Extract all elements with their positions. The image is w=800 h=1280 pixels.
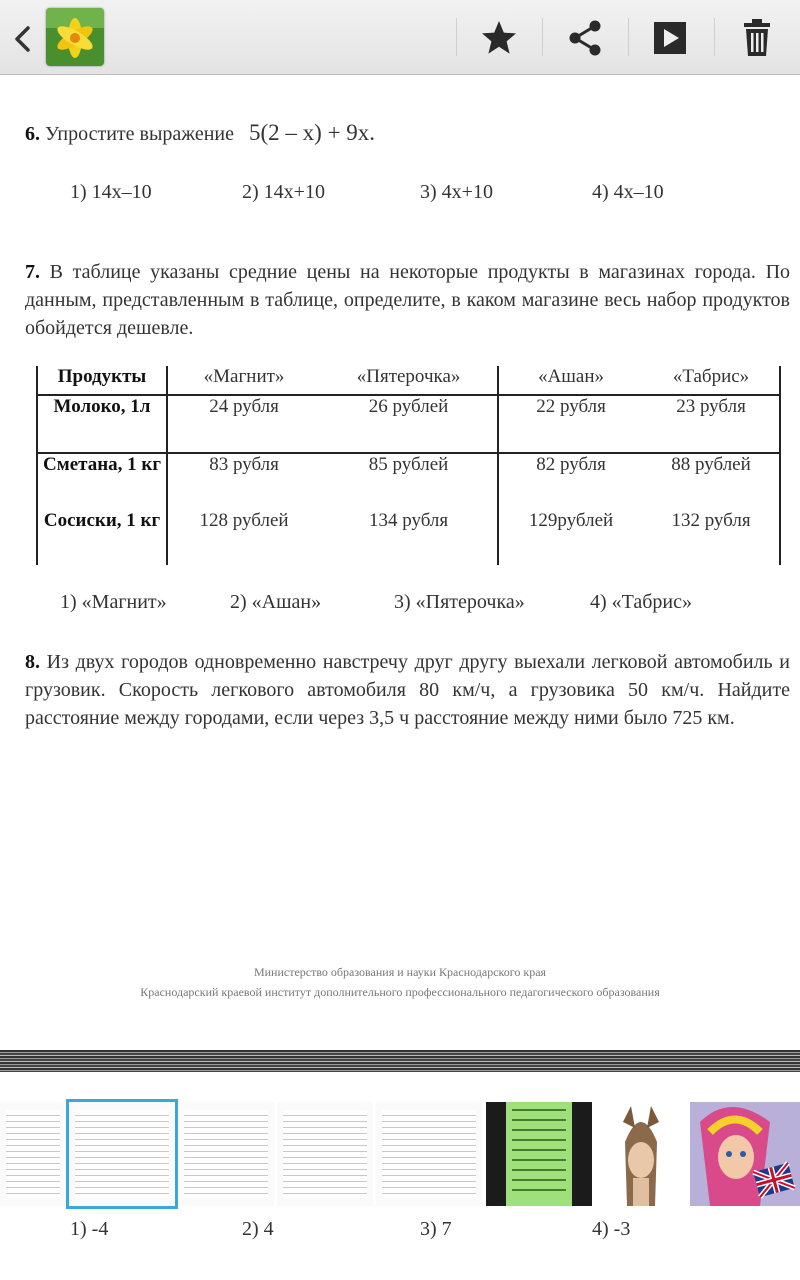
toolbar-separator <box>714 18 715 56</box>
toolbar-separator <box>628 18 629 56</box>
table-header: «Магнит» <box>167 366 320 395</box>
table-header: Продукты <box>37 366 167 395</box>
question-6 <box>25 119 790 148</box>
answer-option: 2) 4 <box>242 1218 274 1240</box>
thumbnail-strip[interactable] <box>0 1098 800 1210</box>
math-expression: 5(2 – x) + 9x. <box>249 120 376 145</box>
table-cell: Молоко, 1л <box>37 395 167 453</box>
table-cell: 129рублей <box>528 510 614 531</box>
green-formula-card-thumbnail[interactable] <box>486 1102 592 1206</box>
answer-option: 4) 4x–10 <box>592 181 664 203</box>
flower-thumbnail[interactable] <box>46 8 104 66</box>
answer-option: 3) 7 <box>420 1218 452 1240</box>
top-toolbar <box>0 0 800 75</box>
back-icon[interactable] <box>6 22 40 56</box>
thumbnail-page[interactable] <box>0 1102 66 1206</box>
answer-option: 4) «Табрис» <box>590 591 693 613</box>
page-divider <box>0 1050 800 1072</box>
table-cell: 132 рубля <box>643 510 780 565</box>
table-row <box>37 395 780 453</box>
table-cell: 23 рубля <box>643 395 780 453</box>
table-cell: 88 рублей <box>643 453 780 510</box>
thumbnail-page[interactable] <box>178 1102 274 1206</box>
answer-option: 4) -3 <box>592 1218 631 1240</box>
table-header-row <box>37 366 780 395</box>
question-8 <box>25 648 790 732</box>
table-cell: Сосиски, 1 кг <box>37 510 167 565</box>
question-7 <box>25 258 790 342</box>
cartoon-girl-thumbnail[interactable] <box>690 1102 800 1206</box>
question-number: 7. <box>25 261 40 283</box>
answer-option: 3) 4x+10 <box>420 181 493 203</box>
girl-photo-thumbnail[interactable] <box>595 1102 687 1206</box>
table-cell: 85 рублей <box>320 453 498 510</box>
table-cell: 22 рубля <box>498 395 643 453</box>
share-icon[interactable] <box>563 16 607 60</box>
answer-option: 3) «Пятерочка» <box>394 591 525 613</box>
question-number: 6. <box>25 123 40 145</box>
table-cell: 24 рубля <box>167 395 320 453</box>
table-header: «Пятерочка» <box>320 366 498 395</box>
table-row <box>37 510 780 565</box>
question-text: В таблице указаны средние цены на некоторые продукты в магазинах города. По данным, представленным в таблице, определите, в каком магазине весь набор продуктов обойдется дешевле. <box>25 261 791 339</box>
answer-option: 1) «Магнит» <box>60 591 167 613</box>
table-cell: 82 рубля <box>536 454 606 475</box>
table-cell: 26 рублей <box>320 395 498 453</box>
play-icon[interactable] <box>649 16 693 60</box>
star-icon[interactable] <box>477 16 521 60</box>
toolbar-separator <box>456 18 457 56</box>
thumbnail-page[interactable] <box>376 1102 482 1206</box>
answer-option: 1) 14x–10 <box>70 181 152 203</box>
table-cell: 128 рублей <box>199 510 289 531</box>
trash-icon[interactable] <box>735 16 779 60</box>
footer-line: Краснодарский краевой институт дополнительного профессионального педагогического образования <box>140 985 660 999</box>
table-row <box>37 453 780 510</box>
question-text: Упростите выражение <box>45 123 235 145</box>
price-table <box>36 366 781 565</box>
thumbnail-page-selected[interactable] <box>69 1102 175 1206</box>
footer-line: Министерство образования и науки Краснодарского края <box>253 965 547 979</box>
question-text: Из двух городов одновременно навстречу друг другу выехали легковой автомобиль и грузовик. Скорость легкового автомобиля 80 км/ч, а грузовика 50 км/ч. Найдите расстояние между городами, если через 3,5 ч расстояние между ними было 725 км. <box>25 651 790 729</box>
table-cell: 83 рубля <box>209 454 279 475</box>
document-page <box>0 75 800 1050</box>
answer-option: 1) -4 <box>70 1218 109 1240</box>
table-header: «Табрис» <box>643 366 780 395</box>
table-cell: Сметана, 1 кг <box>37 453 167 510</box>
question-number: 8. <box>25 651 40 673</box>
answer-option: 2) 14x+10 <box>242 181 325 203</box>
thumbnail-page[interactable] <box>277 1102 373 1206</box>
table-header: «Ашан» <box>498 366 643 395</box>
answer-option: 2) «Ашан» <box>230 591 322 613</box>
table-cell: 134 рубля <box>320 510 498 565</box>
toolbar-separator <box>542 18 543 56</box>
